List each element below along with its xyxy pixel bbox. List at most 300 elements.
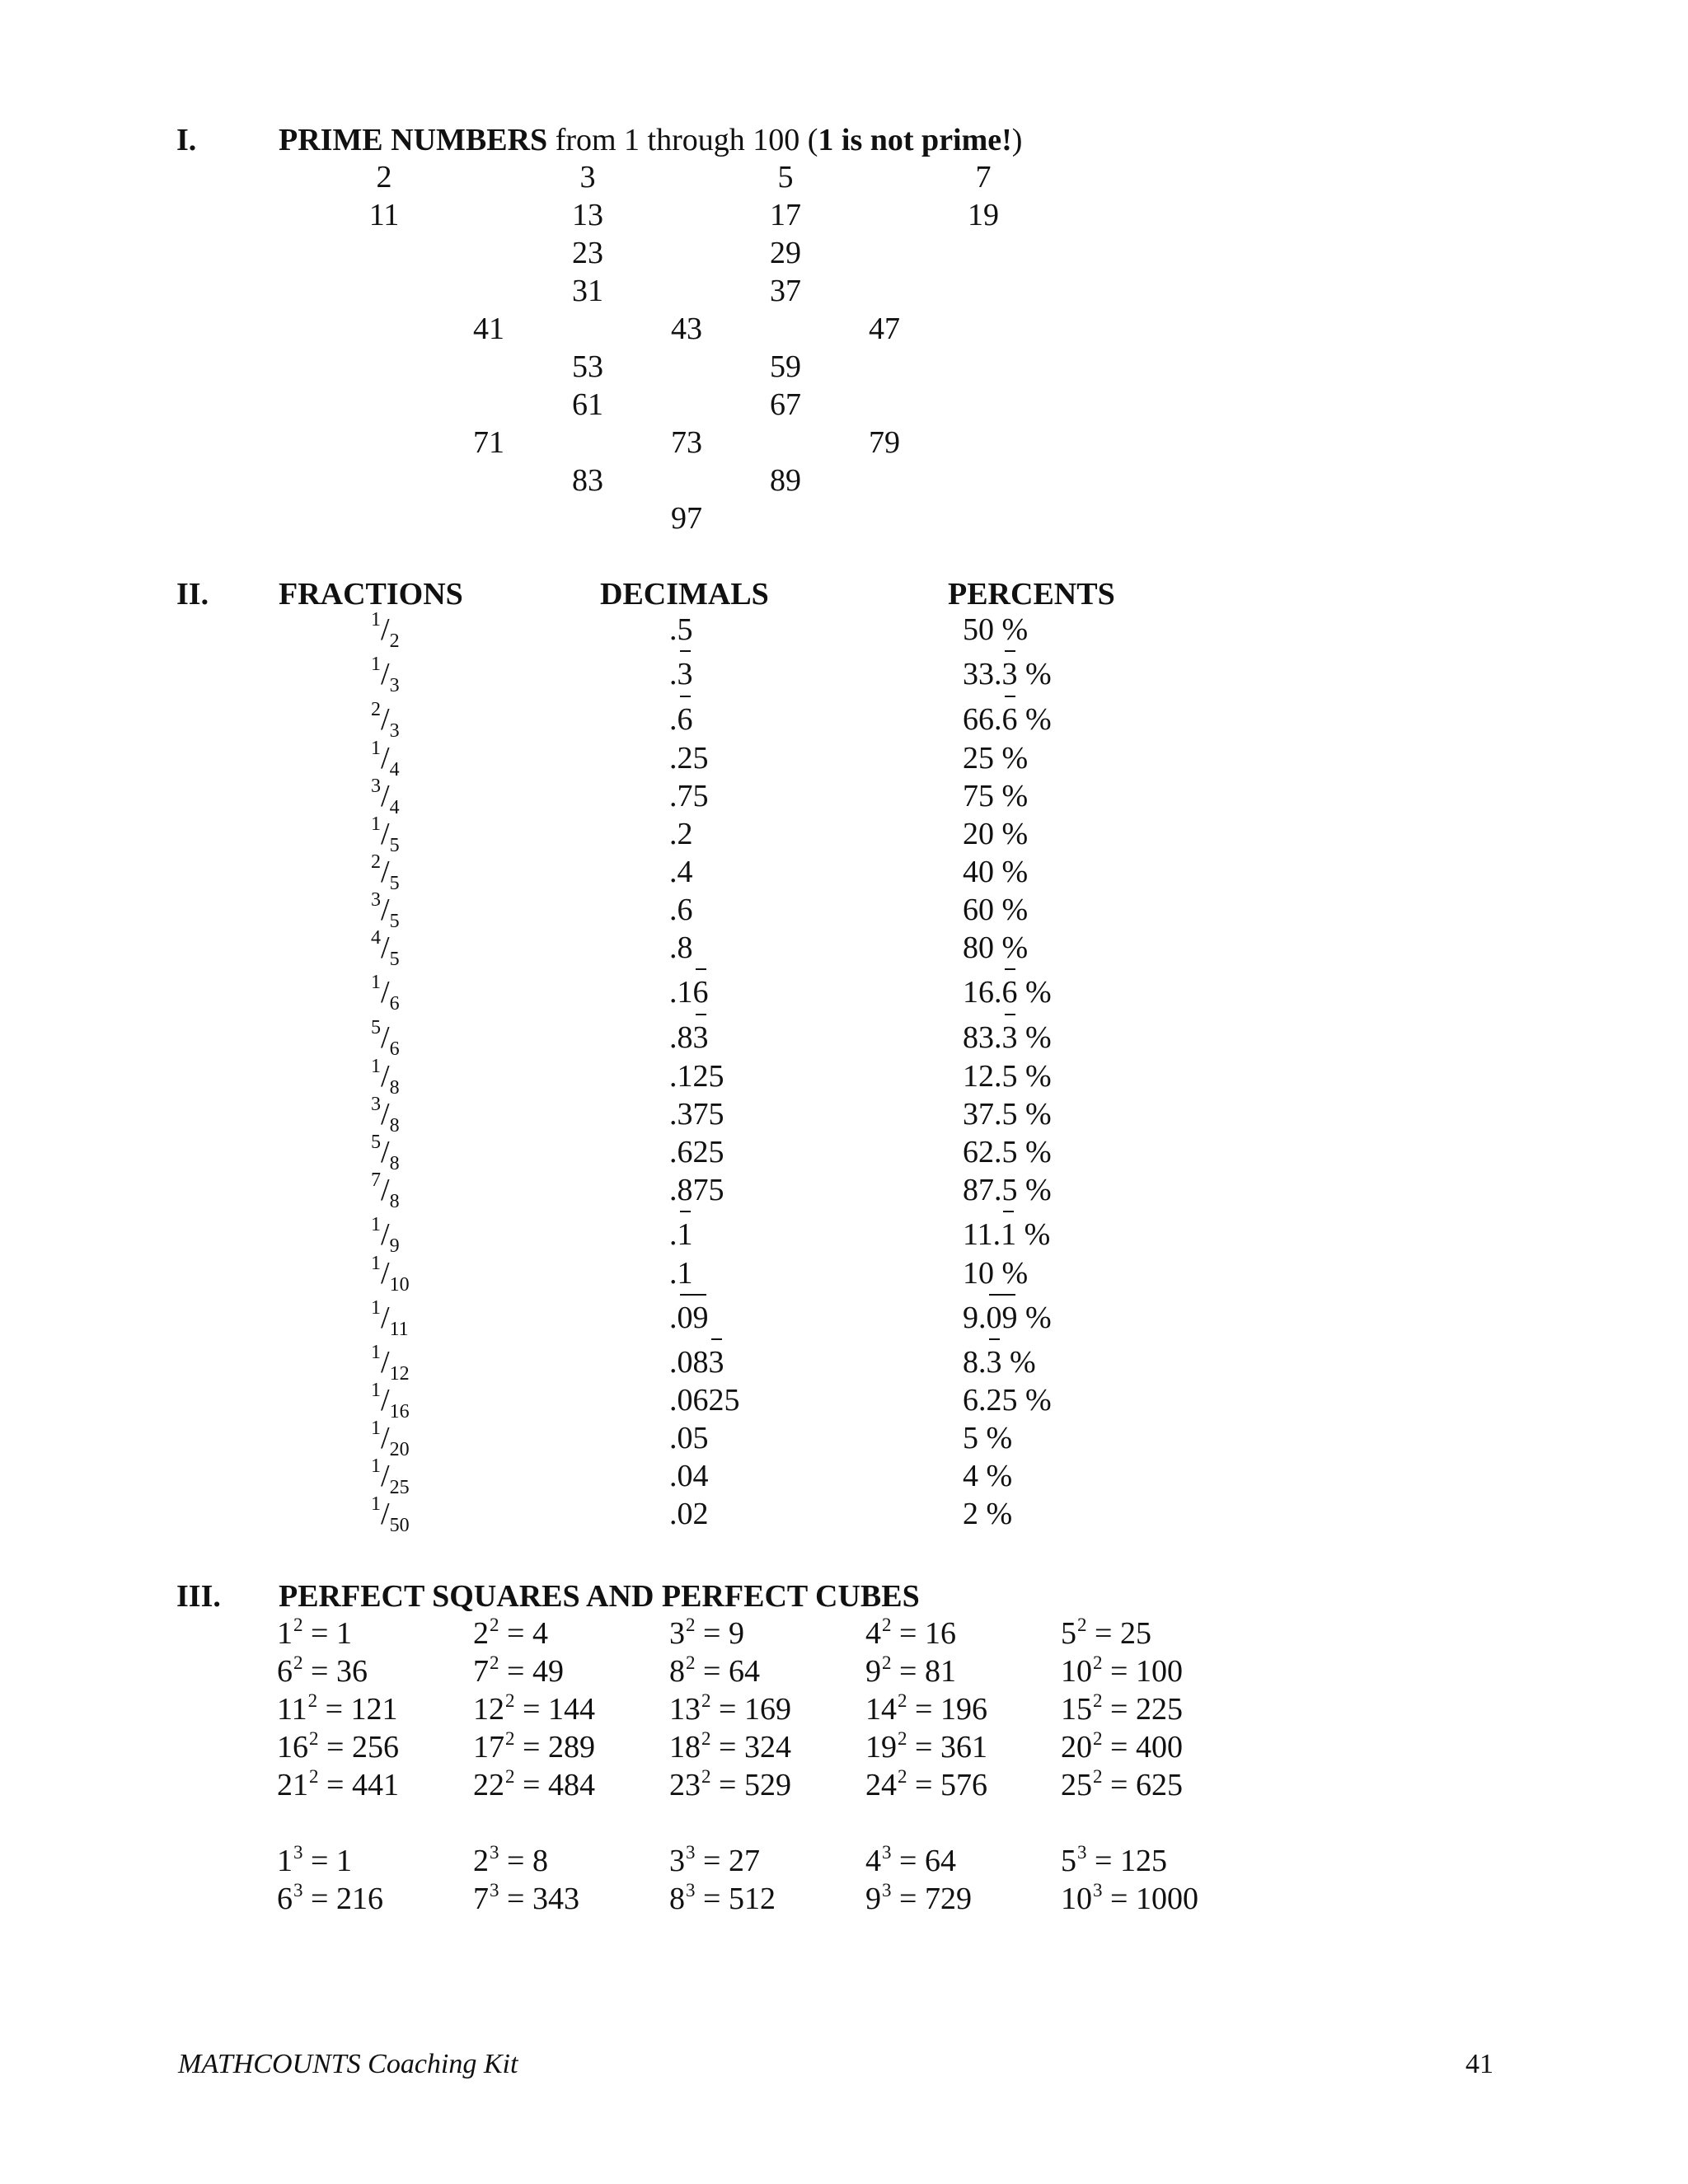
fraction-slash: /	[381, 657, 390, 691]
fraction-denominator: 8	[389, 1077, 400, 1099]
fraction-numerator: 1	[371, 1253, 381, 1274]
equals-sign: =	[710, 1692, 744, 1727]
fraction	[371, 1132, 400, 1174]
fraction-slash: /	[381, 1059, 390, 1094]
power-base: 22	[473, 1768, 504, 1802]
fraction-numerator: 1	[371, 1455, 381, 1477]
power-base: 1	[277, 1844, 293, 1878]
power-value: 100	[1135, 1654, 1183, 1689]
power-base: 9	[865, 1654, 881, 1689]
percent-value	[963, 658, 1052, 690]
repeating-digits: 6	[1001, 702, 1018, 737]
perfect-square	[473, 1652, 564, 1689]
equals-sign: =	[499, 1616, 532, 1651]
equals-sign: =	[907, 1692, 940, 1727]
decimal-value	[669, 1422, 709, 1454]
fraction-numerator: 7	[371, 1169, 381, 1191]
perfect-cube	[669, 1880, 776, 1916]
prime-number: 53	[572, 349, 603, 384]
repeating-digits: 1	[1001, 1217, 1017, 1252]
equals-sign: =	[1102, 1768, 1136, 1802]
percent-value	[963, 1422, 1012, 1454]
perfect-cube	[277, 1880, 383, 1916]
power-exponent: 3	[490, 1880, 499, 1900]
perfect-square	[865, 1652, 956, 1689]
fraction	[371, 738, 400, 780]
power-value: 125	[1119, 1844, 1167, 1878]
fraction-slash: /	[381, 1173, 390, 1207]
percent-value	[963, 1137, 1052, 1168]
power-value: 1	[335, 1844, 352, 1878]
perfect-square	[865, 1690, 987, 1727]
perfect-square	[669, 1652, 760, 1689]
power-value: 484	[547, 1768, 595, 1802]
perfect-square	[473, 1690, 595, 1727]
equals-sign: =	[1102, 1882, 1136, 1916]
power-exponent: 2	[882, 1652, 892, 1673]
decimal-value	[669, 614, 693, 645]
equals-sign: =	[302, 1844, 336, 1878]
equals-sign: =	[318, 1768, 352, 1802]
perfect-square	[865, 1766, 987, 1802]
percent-value	[963, 614, 1028, 645]
repeating-digits: 3	[692, 1020, 709, 1055]
prime-number: 89	[770, 463, 801, 498]
decimal-value	[669, 1302, 709, 1333]
perfect-square	[1061, 1766, 1183, 1802]
equals-sign: =	[891, 1882, 925, 1916]
digits: 60 %	[963, 893, 1029, 927]
fraction	[371, 1342, 410, 1385]
power-exponent: 3	[293, 1842, 303, 1863]
repeating-digits: 3	[708, 1345, 724, 1380]
repeating-digits: 6	[677, 702, 693, 737]
fraction	[371, 1418, 410, 1460]
percent-value	[963, 1219, 1050, 1250]
prime-number: 41	[473, 312, 504, 346]
perfect-cube	[865, 1842, 956, 1878]
fraction	[371, 813, 400, 856]
fraction-denominator: 10	[389, 1274, 410, 1296]
power-value: 64	[924, 1844, 956, 1878]
fraction	[371, 1297, 409, 1340]
percent-value	[963, 1061, 1052, 1092]
power-exponent: 2	[701, 1728, 711, 1749]
power-value: 625	[1135, 1768, 1183, 1802]
prime-number: 7	[975, 160, 992, 194]
digits: .875	[669, 1173, 724, 1207]
power-exponent: 3	[490, 1842, 499, 1863]
power-value: 8	[532, 1844, 548, 1878]
power-exponent: 2	[1093, 1652, 1103, 1673]
fraction-numerator: 1	[371, 1056, 381, 1077]
fraction-denominator: 2	[389, 630, 400, 652]
percent-value	[963, 818, 1028, 850]
power-value: 576	[940, 1768, 987, 1802]
prime-number: 47	[869, 312, 900, 346]
power-value: 4	[532, 1616, 548, 1651]
decimal-value	[669, 704, 693, 735]
digits: .0625	[669, 1383, 740, 1418]
page-number: 41	[1465, 2049, 1493, 2079]
percent-value	[963, 932, 1028, 963]
prime-number: 73	[671, 425, 702, 460]
power-base: 6	[277, 1882, 293, 1916]
repeating-digits: 6	[692, 975, 709, 1010]
percent-value	[963, 1385, 1052, 1416]
perfect-square	[1061, 1728, 1183, 1765]
power-value: 9	[728, 1616, 744, 1651]
fraction-denominator: 8	[389, 1191, 400, 1212]
decimal-value	[669, 780, 709, 812]
power-value: 441	[351, 1768, 399, 1802]
power-exponent: 3	[882, 1880, 892, 1900]
digits: 75 %	[963, 779, 1029, 813]
power-value: 324	[743, 1730, 791, 1765]
percent-value	[963, 1460, 1012, 1492]
power-exponent: 2	[882, 1615, 892, 1635]
equals-sign: =	[710, 1768, 744, 1802]
perfect-square	[669, 1690, 791, 1727]
power-base: 13	[669, 1692, 701, 1727]
prime-number: 13	[572, 198, 603, 232]
digits: .8	[669, 1020, 693, 1055]
digits: 20 %	[963, 817, 1029, 851]
digits: .08	[669, 1345, 709, 1380]
power-value: 25	[1119, 1616, 1151, 1651]
power-base: 9	[865, 1882, 881, 1916]
percent-value	[963, 1099, 1052, 1130]
prime-number: 31	[572, 274, 603, 308]
fraction-numerator: 1	[371, 1342, 381, 1363]
digits: 12.5 %	[963, 1059, 1052, 1094]
power-base: 6	[277, 1654, 293, 1689]
percent-value	[963, 1302, 1052, 1333]
equals-sign: =	[891, 1654, 925, 1689]
fractions-header: FRACTIONS	[279, 577, 463, 612]
digits: .2	[669, 817, 693, 851]
power-exponent: 2	[701, 1690, 711, 1711]
fraction-numerator: 2	[371, 699, 381, 720]
fraction-numerator: 3	[371, 889, 381, 911]
fraction	[371, 889, 400, 932]
fraction-numerator: 1	[371, 813, 381, 835]
fraction	[371, 1455, 410, 1498]
fraction-slash: /	[381, 1421, 390, 1455]
power-base: 23	[669, 1768, 701, 1802]
equals-sign: =	[891, 1844, 925, 1878]
fraction-denominator: 4	[389, 797, 400, 818]
power-base: 11	[277, 1692, 307, 1727]
decimals-header: DECIMALS	[600, 577, 769, 612]
power-value: 36	[335, 1654, 368, 1689]
prime-number: 3	[579, 160, 596, 194]
footer-title: MATHCOUNTS Coaching Kit	[178, 2049, 518, 2079]
fraction-slash: /	[381, 1497, 390, 1531]
percent-value	[963, 894, 1028, 926]
fraction-denominator: 16	[389, 1401, 410, 1422]
fraction-denominator: 6	[389, 993, 400, 1015]
digits: 25 %	[963, 741, 1029, 776]
fraction-denominator: 5	[389, 911, 400, 932]
fraction	[371, 1493, 410, 1536]
power-base: 17	[473, 1730, 504, 1765]
fraction-numerator: 1	[371, 1297, 381, 1319]
equals-sign: =	[695, 1882, 729, 1916]
fraction	[371, 776, 400, 818]
fraction-slash: /	[381, 1459, 390, 1493]
power-exponent: 2	[1093, 1690, 1103, 1711]
power-value: 144	[547, 1692, 595, 1727]
fraction-denominator: 8	[389, 1115, 400, 1137]
perfect-square	[1061, 1690, 1183, 1727]
digits: .8	[669, 930, 693, 965]
repeating-digits: 1	[677, 1217, 693, 1252]
repeating-digits: 3	[677, 657, 693, 691]
section-2-numeral: II.	[176, 577, 209, 612]
fraction-denominator: 5	[389, 949, 400, 970]
fraction-numerator: 2	[371, 851, 381, 873]
perfect-square	[473, 1766, 595, 1802]
section-1-title-note: 1 is not prime!	[818, 123, 1012, 157]
decimal-value	[669, 1460, 709, 1492]
digits: %	[1016, 1217, 1051, 1252]
power-base: 5	[1061, 1844, 1076, 1878]
equals-sign: =	[302, 1616, 336, 1651]
percent-value	[963, 743, 1028, 774]
prime-number: 17	[770, 198, 801, 232]
fraction	[371, 699, 400, 742]
section-3-numeral: III.	[176, 1579, 221, 1614]
power-base: 7	[473, 1654, 489, 1689]
percent-value	[963, 1498, 1012, 1530]
power-base: 5	[1061, 1616, 1076, 1651]
power-value: 81	[924, 1654, 956, 1689]
perfect-cube	[669, 1842, 760, 1878]
fraction-denominator: 50	[389, 1515, 410, 1536]
repeating-digits: 09	[986, 1301, 1018, 1335]
power-exponent: 3	[686, 1880, 696, 1900]
digits: 40 %	[963, 855, 1029, 889]
power-base: 2	[473, 1844, 489, 1878]
perfect-square	[277, 1652, 368, 1689]
digits: .6	[669, 893, 693, 927]
digits: 80 %	[963, 930, 1029, 965]
fraction-slash: /	[381, 741, 390, 776]
power-exponent: 2	[490, 1652, 499, 1673]
fraction-slash: /	[381, 1383, 390, 1418]
perfect-square	[1061, 1615, 1151, 1651]
equals-sign: =	[891, 1616, 925, 1651]
fraction	[371, 1169, 400, 1212]
power-exponent: 2	[309, 1728, 319, 1749]
power-exponent: 3	[882, 1842, 892, 1863]
fraction-numerator: 3	[371, 776, 381, 797]
prime-number: 83	[572, 463, 603, 498]
equals-sign: =	[695, 1654, 729, 1689]
fraction	[371, 609, 400, 652]
digits: .1	[669, 1256, 693, 1291]
fraction	[371, 1253, 410, 1296]
power-base: 7	[473, 1882, 489, 1916]
section-1-title	[279, 124, 1022, 156]
equals-sign: =	[317, 1692, 351, 1727]
digits: .02	[669, 1497, 709, 1531]
fraction-numerator: 1	[371, 972, 381, 993]
digits: 6.25 %	[963, 1383, 1052, 1418]
equals-sign: =	[499, 1654, 532, 1689]
fraction-denominator: 20	[389, 1439, 410, 1460]
power-value: 343	[532, 1882, 579, 1916]
fraction-slash: /	[381, 817, 390, 851]
perfect-square	[473, 1728, 595, 1765]
fraction	[371, 972, 400, 1015]
power-base: 16	[277, 1730, 308, 1765]
fraction-denominator: 3	[389, 675, 400, 696]
fraction-slash: /	[381, 1256, 390, 1291]
equals-sign: =	[499, 1882, 532, 1916]
digits: .	[669, 1301, 678, 1335]
prime-number: 19	[968, 198, 999, 232]
digits: .	[669, 702, 678, 737]
percent-value	[963, 977, 1052, 1008]
prime-number: 23	[572, 236, 603, 270]
power-base: 8	[669, 1882, 685, 1916]
decimal-value	[669, 1385, 740, 1416]
fraction-denominator: 6	[389, 1038, 400, 1060]
percent-value	[963, 1258, 1028, 1289]
power-value: 49	[532, 1654, 564, 1689]
fraction-slash: /	[381, 1301, 390, 1335]
fraction-numerator: 1	[371, 1493, 381, 1515]
prime-number: 79	[869, 425, 900, 460]
decimal-value	[669, 1498, 709, 1530]
percents-header: PERCENTS	[948, 577, 1115, 612]
power-exponent: 2	[490, 1615, 499, 1635]
fraction-numerator: 1	[371, 654, 381, 675]
fraction	[371, 851, 400, 894]
fraction-numerator: 1	[371, 1214, 381, 1235]
power-exponent: 2	[293, 1652, 303, 1673]
power-base: 15	[1061, 1692, 1092, 1727]
equals-sign: =	[514, 1730, 548, 1765]
power-exponent: 2	[686, 1652, 696, 1673]
fraction-denominator: 3	[389, 720, 400, 742]
digits: 50 %	[963, 612, 1029, 647]
perfect-cube	[1061, 1842, 1167, 1878]
power-exponent: 2	[309, 1766, 319, 1787]
power-exponent: 3	[293, 1880, 303, 1900]
decimal-value	[669, 856, 693, 888]
prime-number: 37	[770, 274, 801, 308]
digits: 2 %	[963, 1497, 1013, 1531]
fraction	[371, 927, 400, 970]
digits: 9.	[963, 1301, 987, 1335]
fraction-numerator: 4	[371, 927, 381, 949]
decimal-value	[669, 1137, 724, 1168]
digits: .04	[669, 1459, 709, 1493]
perfect-cube	[865, 1880, 972, 1916]
power-exponent: 2	[505, 1728, 515, 1749]
power-value: 216	[335, 1882, 383, 1916]
power-exponent: 2	[505, 1690, 515, 1711]
digits: .125	[669, 1059, 724, 1094]
equals-sign: =	[1102, 1692, 1136, 1727]
equals-sign: =	[499, 1844, 532, 1878]
fraction-slash: /	[381, 893, 390, 927]
digits: 5 %	[963, 1421, 1013, 1455]
power-value: 400	[1135, 1730, 1183, 1765]
digits: 8.	[963, 1345, 987, 1380]
digits: .1	[669, 975, 693, 1010]
power-base: 21	[277, 1768, 308, 1802]
repeating-digits: 09	[677, 1301, 709, 1335]
section-1-title-bold: PRIME NUMBERS	[279, 123, 548, 157]
perfect-square	[277, 1615, 352, 1651]
repeating-digits: 3	[986, 1345, 1002, 1380]
power-base: 25	[1061, 1768, 1092, 1802]
fraction-slash: /	[381, 1097, 390, 1132]
power-exponent: 2	[898, 1766, 907, 1787]
digits: 33.	[963, 657, 1002, 691]
perfect-square	[277, 1766, 399, 1802]
power-value: 512	[728, 1882, 776, 1916]
digits: .625	[669, 1135, 724, 1169]
power-base: 3	[669, 1844, 685, 1878]
power-exponent: 2	[686, 1615, 696, 1635]
perfect-square	[277, 1690, 398, 1727]
equals-sign: =	[907, 1730, 940, 1765]
equals-sign: =	[302, 1882, 336, 1916]
power-value: 729	[924, 1882, 972, 1916]
power-exponent: 3	[1093, 1880, 1103, 1900]
fraction-numerator: 5	[371, 1132, 381, 1153]
perfect-square	[1061, 1652, 1183, 1689]
prime-number: 43	[671, 312, 702, 346]
section-3-title: PERFECT SQUARES AND PERFECT CUBES	[279, 1579, 920, 1614]
decimal-value	[669, 932, 693, 963]
perfect-square	[669, 1728, 791, 1765]
equals-sign: =	[907, 1768, 940, 1802]
fraction-slash: /	[381, 975, 390, 1010]
repeating-digits: 3	[1001, 1020, 1018, 1055]
decimal-value	[669, 894, 693, 926]
digits: .05	[669, 1421, 709, 1455]
repeating-digits: 3	[1001, 657, 1018, 691]
decimal-value	[669, 743, 709, 774]
power-base: 1	[277, 1616, 293, 1651]
power-base: 18	[669, 1730, 701, 1765]
fraction-slash: /	[381, 1217, 390, 1252]
power-base: 10	[1061, 1654, 1092, 1689]
power-exponent: 2	[898, 1728, 907, 1749]
decimal-value	[669, 1174, 724, 1206]
power-base: 20	[1061, 1730, 1092, 1765]
equals-sign: =	[710, 1730, 744, 1765]
fraction-numerator: 1	[371, 738, 381, 759]
fraction-numerator: 5	[371, 1017, 381, 1038]
digits: 10 %	[963, 1256, 1029, 1291]
power-base: 3	[669, 1616, 685, 1651]
fraction	[371, 1380, 410, 1422]
fraction	[371, 1056, 400, 1099]
decimal-value	[669, 1258, 693, 1289]
prime-number: 59	[770, 349, 801, 384]
power-value: 225	[1135, 1692, 1183, 1727]
fraction-slash: /	[381, 779, 390, 813]
power-base: 24	[865, 1768, 897, 1802]
power-value: 1	[335, 1616, 352, 1651]
